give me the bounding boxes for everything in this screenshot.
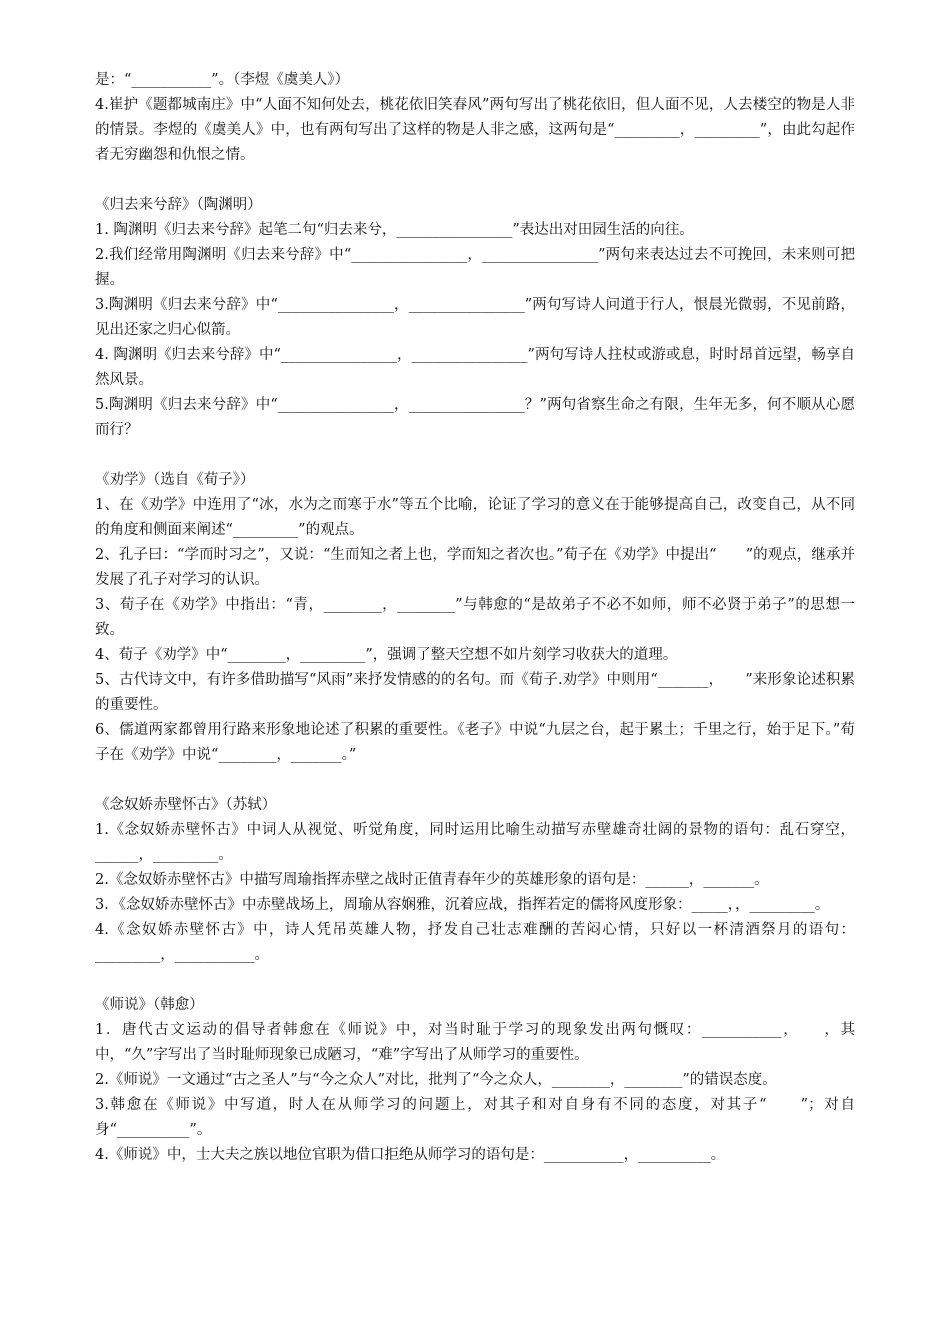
document-page bbox=[95, 68, 855, 1168]
text-line: 2.《师说》一文通过“古之圣人”与“今之众人”对比，批判了“今之众人，________，________”的错误态度。 bbox=[95, 1072, 777, 1088]
text-line: 6、儒道两家都曾用行路来形象地论述了积累的重要性。《老子》中说“九层之台，起于累土；千里之行，始于足下。”荀子在《劝学》中说“________，_______。” bbox=[95, 722, 855, 763]
text-line: 4. 陶渊明《归去来兮辞》中“________________，________________”两句写诗人拄杖或游或息，时时昂首远望，畅享自然风景。 bbox=[95, 347, 855, 388]
section-title: 《师说》（韩愈） bbox=[95, 997, 204, 1013]
text-line: 是：“___________”。（李煜《虞美人》） bbox=[95, 72, 350, 88]
text-line: 4.《念奴娇赤壁怀古》中，诗人凭吊英雄人物，抒发自己壮志难酬的苦闷心情，只好以一杯清酒祭月的语句：_________，___________。 bbox=[95, 922, 855, 963]
section-title: 《念奴娇赤壁怀古》（苏轼） bbox=[95, 797, 277, 813]
blank-line bbox=[95, 168, 855, 193]
text-line: 2.我们经常用陶渊明《归去来兮辞》中“________________，________________”两句来表达过去不可挽回，未来则可把握。 bbox=[95, 247, 855, 288]
text-line: 4.《师说》中，士大夫之族以地位官职为借口拒绝从师学习的语句是：___________，__________。 bbox=[95, 1147, 726, 1163]
blank-line bbox=[95, 968, 855, 993]
blank-line bbox=[95, 768, 855, 793]
text-line: 1．唐代古文运动的倡导者韩愈在《师说》中，对当时耻于学习的现象发出两句慨叹：___________， ，其中，“久”字写出了当时耻师现象已成陋习，“难”字写出了从师学习的重要性。 bbox=[95, 1022, 855, 1063]
text-line: 3．《念奴娇赤壁怀古》中赤壁战场上，周瑜从容娴雅，沉着应战，指挥若定的儒将风度形象：_____，，_________。 bbox=[95, 897, 830, 913]
text-line: 5、古代诗文中，有许多借助描写“风雨”来抒发情感的的名句。而《荀子.劝学》中则用“_______， ”来形象论述积累的重要性。 bbox=[95, 672, 855, 713]
text-line: 1. 陶渊明《归去来兮辞》起笔二句“归去来兮，________________”表达出对田园生活的向往。 bbox=[95, 222, 694, 238]
section-title: 《归去来兮辞》（陶渊明） bbox=[95, 197, 262, 213]
text-line: 3.韩愈在《师说》中写道，时人在从师学习的问题上，对其子和对自身有不同的态度，对其子“ ”；对自身“__________”。 bbox=[95, 1097, 855, 1138]
text-line: 5.陶渊明《归去来兮辞》中“________________，________________？”两句省察生命之有限，生年无多，何不顺从心愿而行？ bbox=[95, 397, 855, 438]
section-title: 《劝学》（选自《荀子》） bbox=[95, 472, 255, 488]
text-line: 3.陶渊明《归去来兮辞》中“________________，________________”两句写诗人问道于行人，恨晨光微弱，不见前路，见出还家之归心似箭。 bbox=[95, 297, 855, 338]
text-line: 2.《念奴娇赤壁怀古》中描写周瑜指挥赤壁之战时正值青春年少的英雄形象的语句是：______，_______。 bbox=[95, 872, 769, 888]
text-line: 2、孔子曰：“学而时习之”，又说：“生而知之者上也，学而知之者次也。”荀子在《劝学》中提出“ ”的观点，继承并发展了孔子对学习的认识。 bbox=[95, 547, 855, 588]
text-line: 1、在《劝学》中连用了“冰，水为之而寒于水”等五个比喻，论证了学习的意义在于能够提高自己，改变自己，从不同的角度和侧面来阐述“_________”的观点。 bbox=[95, 497, 855, 538]
text-line: 4.崔护《题都城南庄》中“人面不知何处去，桃花依旧笑春风”两句写出了桃花依旧，但人面不见，人去楼空的物是人非的情景。李煜的《虞美人》中，也有两句写出了这样的物是人非之感，这两句是“_________，_________”，由此勾起作者无穷幽怨和仇恨之情。 bbox=[95, 97, 855, 163]
text-line: 3、荀子在《劝学》中指出：“青，________，________”与韩愈的“是故弟子不必不如师，师不必贤于弟子”的思想一致。 bbox=[95, 597, 855, 638]
blank-line bbox=[95, 443, 855, 468]
text-line: 4、荀子《劝学》中“________，_________”，强调了整天空想不如片刻学习收获大的道理。 bbox=[95, 647, 678, 663]
text-line: 1.《念奴娇赤壁怀古》中词人从视觉、听觉角度，同时运用比喻生动描写赤壁雄奇壮阔的景物的语句：乱石穿空，______，_________。 bbox=[95, 822, 855, 863]
